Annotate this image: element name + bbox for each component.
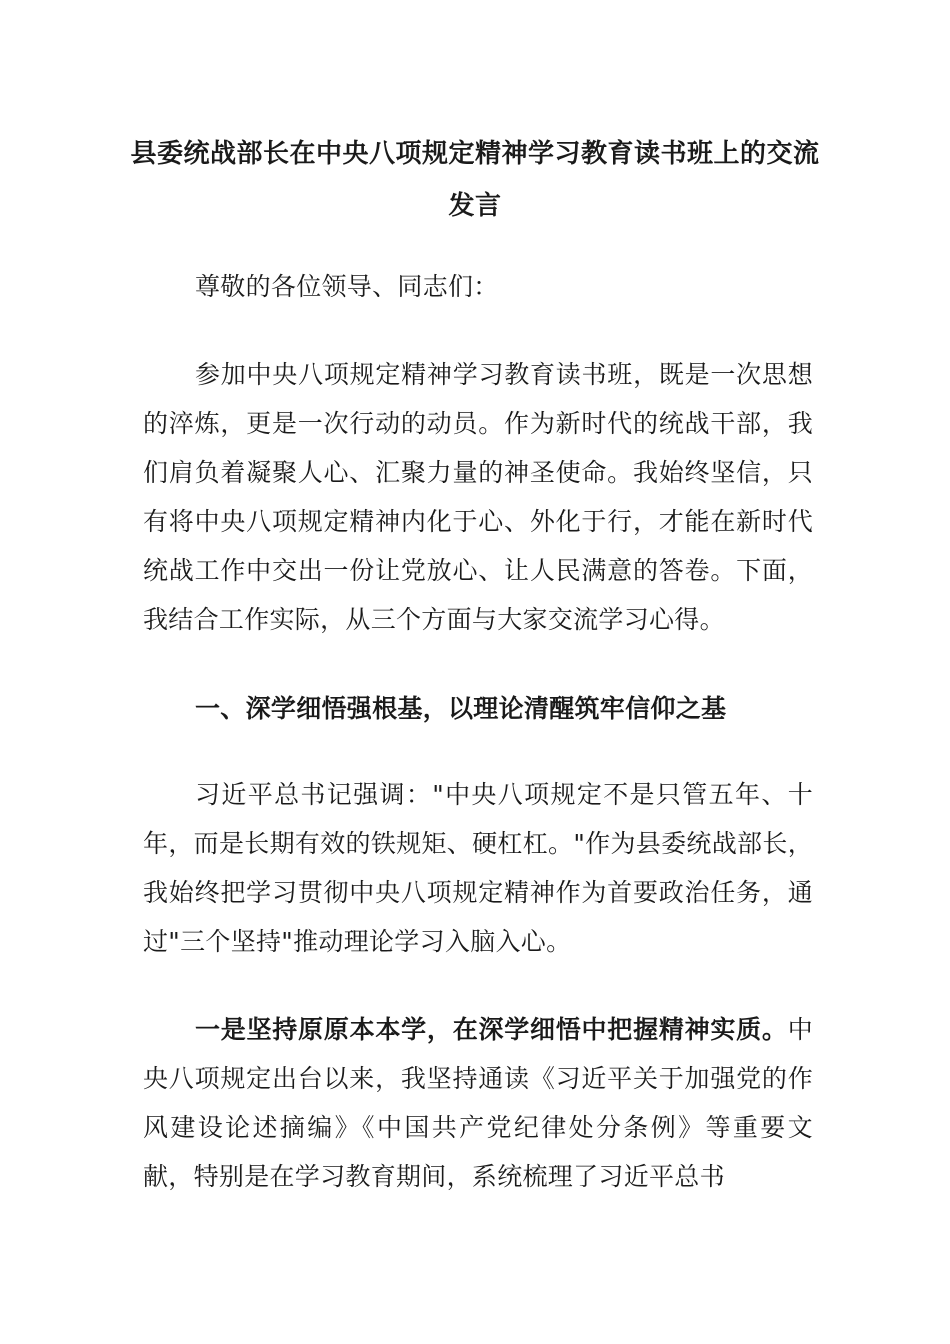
document-title: 县委统战部长在中央八项规定精神学习教育读书班上的交流发言 [130,139,820,221]
point-1-body: 中央八项规定出台以来，我坚持通读《习近平关于加强党的作风建设论述摘编》《中国共产党纪律处分条例》等重要文献，特别是在学习教育期间，系统梳理了习近平总书 [143,1015,813,1191]
section-1-paragraph: 习近平总书记强调："中央八项规定不是只管五年、十年，而是长期有效的铁规矩、硬杠杠。"作为县委统战部长，我始终把学习贯彻中央八项规定精神作为首要政治任务，通过"三个坚持"推动理论学习入脑入心。 [143,780,813,956]
intro-paragraph: 参加中央八项规定精神学习教育读书班，既是一次思想的淬炼，更是一次行动的动员。作为新时代的统战干部，我们肩负着凝聚人心、汇聚力量的神圣使命。我始终坚信，只有将中央八项规定精神内化于心、外化于行，才能在新时代统战工作中交出一份让党放心、让人民满意的答卷。下面，我结合工作实际，从三个方面与大家交流学习心得。 [143,360,813,634]
section-1-heading: 一、深学细悟强根基，以理论清醒筑牢信仰之基 [195,694,727,723]
point-1-paragraph [143,1005,813,1201]
salutation: 尊敬的各位领导、同志们： [195,272,499,301]
point-1-lead: 一是坚持原原本本学，在深学细悟中把握精神实质。 [195,1015,788,1044]
